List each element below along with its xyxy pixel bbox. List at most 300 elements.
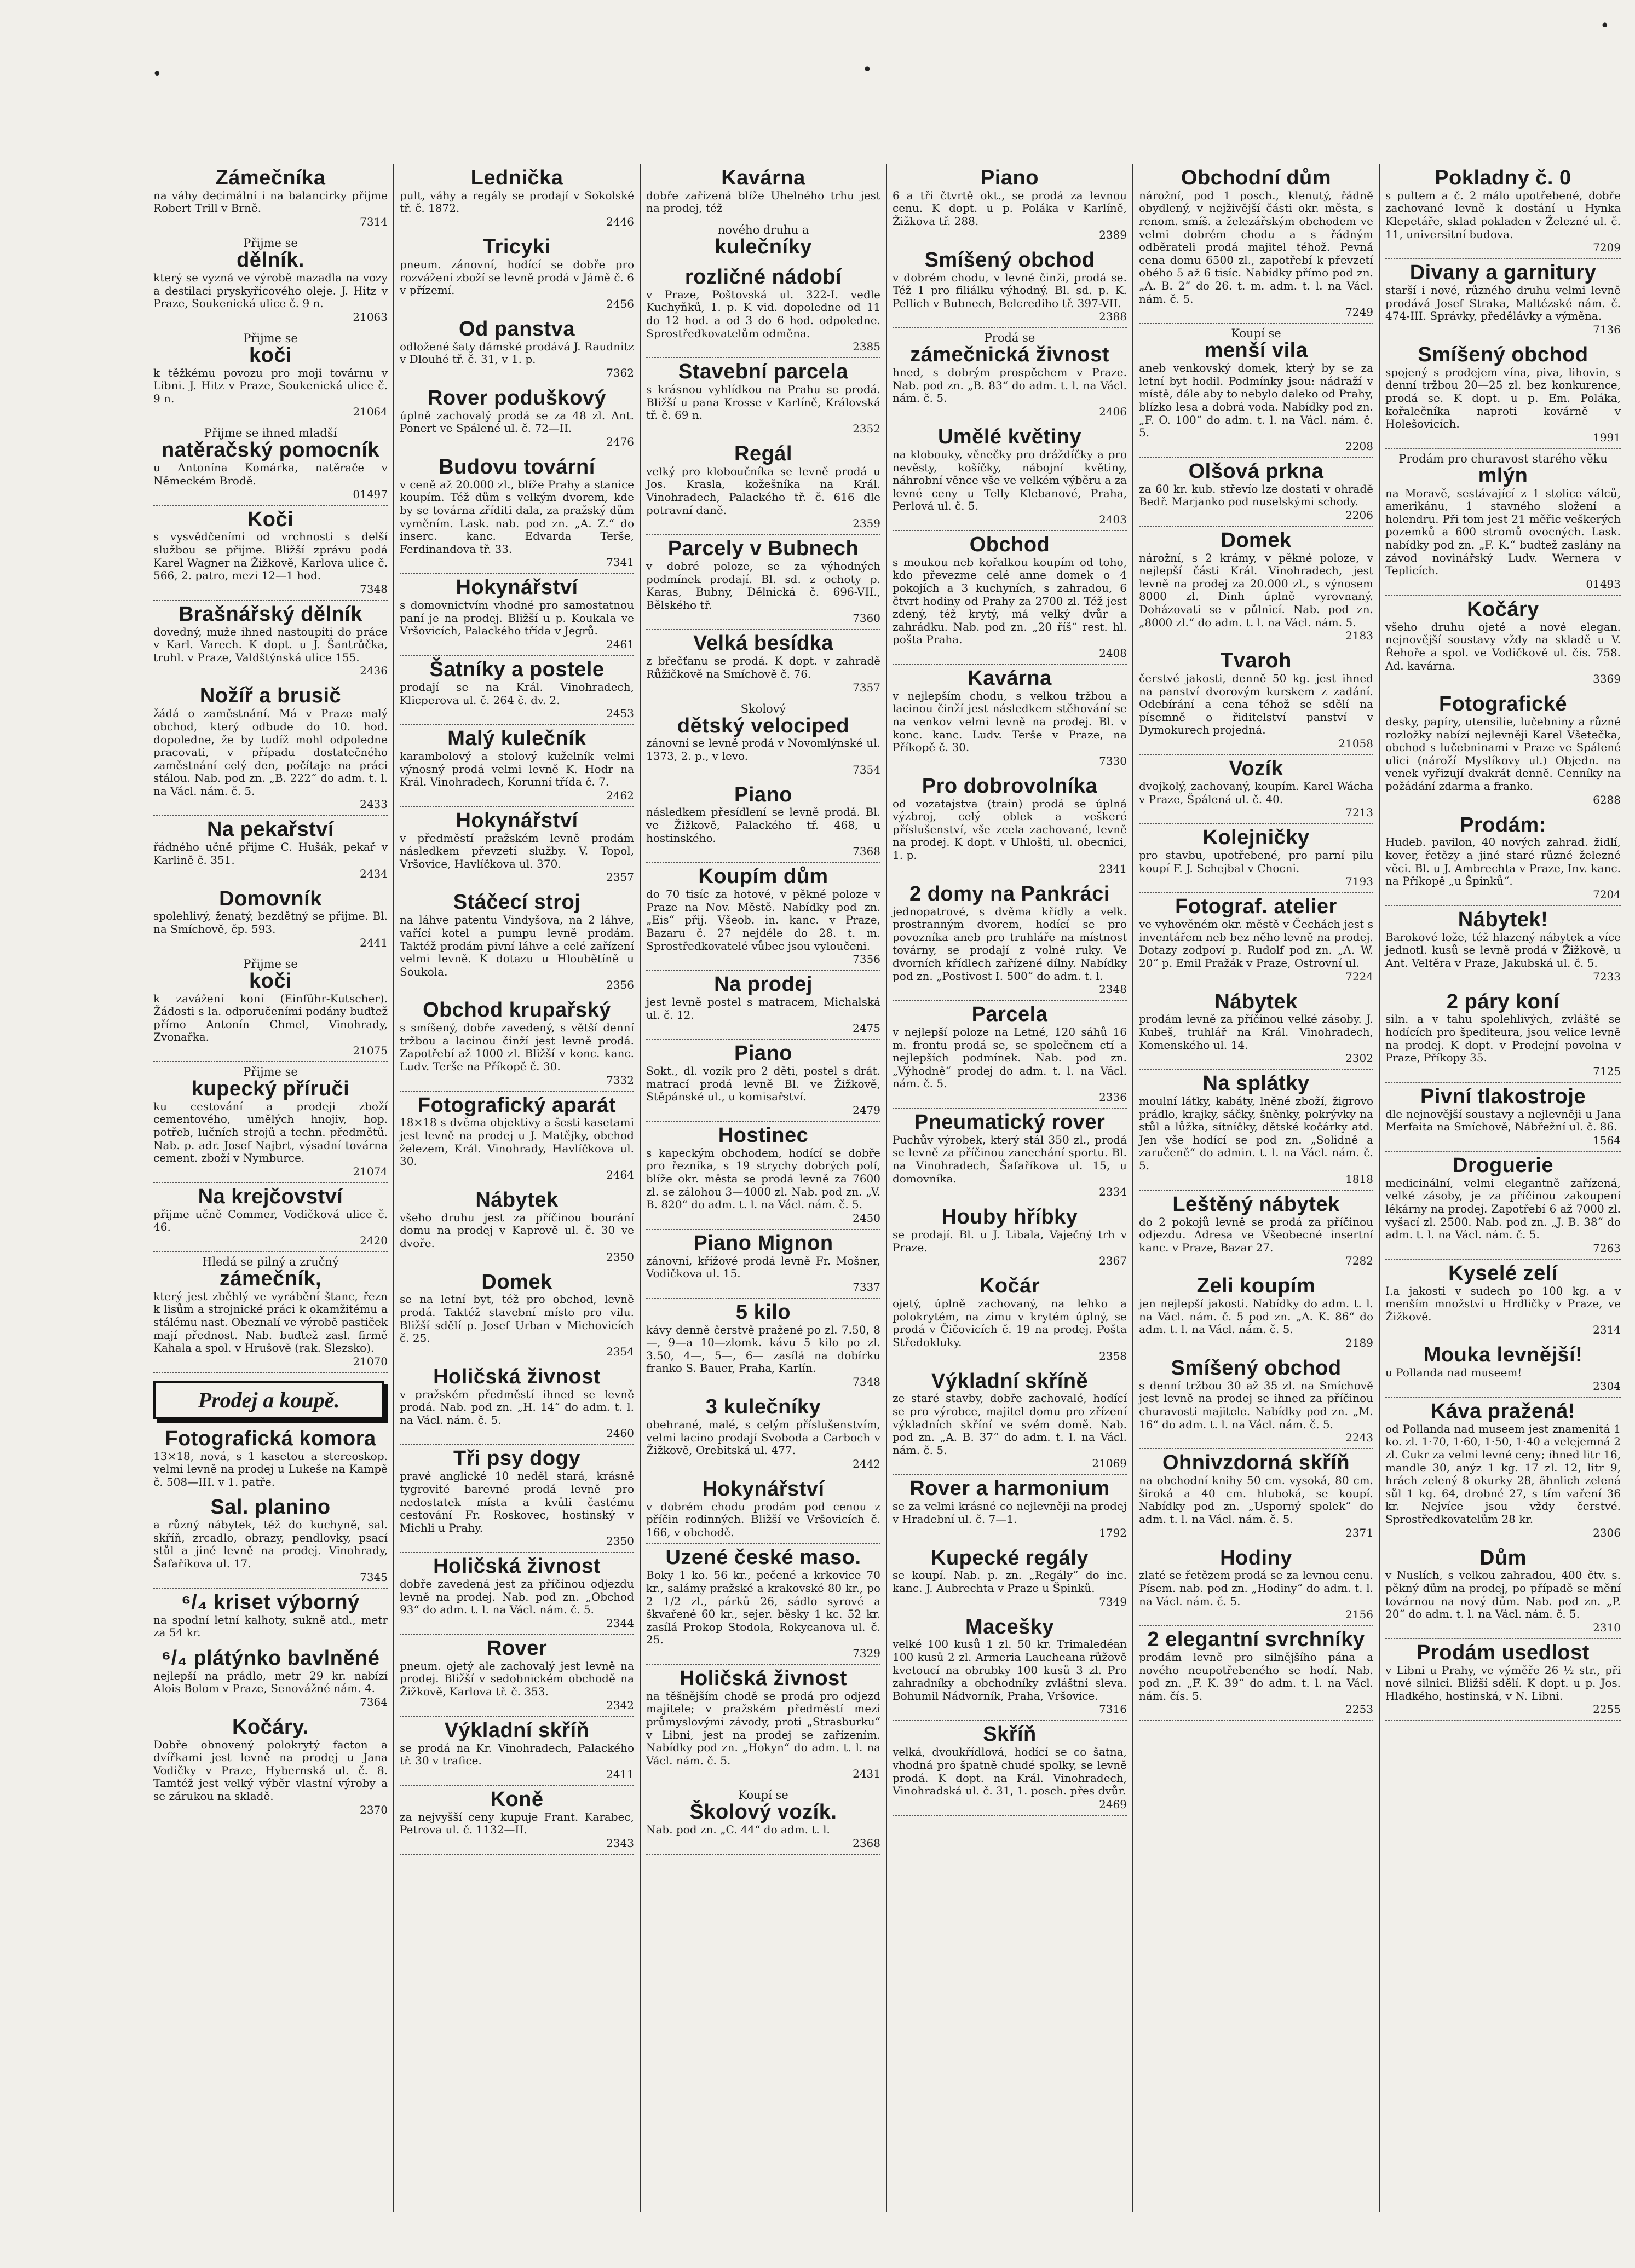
- ad-number: 21069: [1092, 1457, 1127, 1470]
- ad-body: Barokové lože, též hlazený nábytek a více jednotl. kusů se levně prodá v Žižkově, u Ant. Veltěra v Praze, Jakubská ul. č. 5.: [1385, 930, 1625, 969]
- ad-body: prodám levně za příčinou velké zásoby. J. Kubeš, truhlář na Král. Vinohradech, Komenského ul. 14.: [1139, 1012, 1377, 1052]
- ad-heading: Nábytek: [1214, 990, 1298, 1013]
- ad-number: 7213: [1345, 806, 1373, 820]
- classified-ad: [1385, 988, 1625, 1083]
- classified-ad: [646, 863, 884, 971]
- ad-body: s krásnou vyhlídkou na Prahu se prodá. Bližší u pana Krosse v Karlíně, Královská tř. č. 69 n.: [646, 383, 884, 422]
- ad-heading: Fotografické: [1438, 692, 1568, 716]
- ad-heading: Pivní tlakostroje: [1420, 1084, 1586, 1108]
- classified-ad: [646, 1040, 884, 1122]
- classified-ad: [400, 1092, 638, 1186]
- ad-body: čerstvé jakosti, denně 50 kg. jest ihned na panství dvorovým kurskem z zadání. Odebírání a cena téhož se sdělí na písemně o řiditelství panství v Dymokurech projedná.: [1139, 672, 1377, 737]
- classified-ad: [893, 164, 1131, 246]
- ad-number: 2434: [360, 867, 388, 880]
- classified-ad: [153, 1183, 392, 1252]
- ad-body: na Moravě, sestávající z 1 stolice válců, amerikánu, 1 stavného složení a holendru. Při tom jest 21 měřic veškerých pozemků a 600 stromů ovocných. Lask. nabídky pod zn. „F. K.“ budtež zaslány na závod novinářský Ludv. Wernera v Teplicích.: [1385, 486, 1625, 578]
- ad-heading: Parcely v Bubnech: [667, 537, 859, 561]
- ad-body: jednopatrové, s dvěma křídly a velk. prostranným dvorem, hodící se pro povozníka aneb pro truhláře na místnost továrny, se prodají z volné ruky. Ve dvorních křídlech zařízené dílny. Nabídky pod zn. „Postivost I. 500“ do adm. t. l.: [893, 904, 1131, 983]
- classified-ad: [153, 1589, 392, 1644]
- ad-body: siln. a v tahu spolehlivých, zvláště se hodících pro špediteura, jsou velice levně na prodej. K dopt. v Prodejní povolna v Praze, Příkopy 35.: [1385, 1012, 1625, 1065]
- ad-body: zlaté se řetězem prodá se za levnou cenu. Písem. nab. pod zn. „Hodiny“ do adm. t. l. na Václ. nám. č. 5.: [1139, 1568, 1377, 1608]
- classified-ad: [893, 328, 1131, 423]
- ad-number: 3369: [1593, 672, 1621, 686]
- classified-ad: [1139, 1070, 1377, 1190]
- classified-ad: [153, 328, 392, 424]
- classified-ad: [400, 1186, 638, 1268]
- ad-number: 1818: [1345, 1172, 1373, 1186]
- ad-heading: Kavárna: [721, 166, 805, 189]
- ad-heading: Školový vozík.: [689, 1800, 837, 1824]
- classified-ad: [1385, 259, 1625, 341]
- ad-heading: Tvaroh: [1221, 649, 1292, 673]
- ad-number: 2156: [1345, 1608, 1373, 1621]
- ad-preface: Prodá se: [984, 331, 1035, 345]
- classified-ad: [646, 1122, 884, 1230]
- classified-ad: [400, 807, 638, 889]
- ad-number: 2476: [606, 435, 634, 448]
- ad-body: u Antonína Komárka, natěrače v Německém Brodě.: [153, 461, 392, 487]
- ad-heading: Holičská živnost: [433, 1365, 601, 1388]
- ad-body: dobře zavedená jest za příčinou odjezdu levně na prodej. Nab. pod zn. „Obchod 93“ do adm. t. l. na Václ. nám. č. 5.: [400, 1577, 638, 1617]
- ad-body: Puchův výrobek, který stál 350 zl., prodá se levně za příčinou zanechání sportu. Bl. na Vinohradech, Šafaříkova ul. 15, u domovníka.: [893, 1133, 1131, 1185]
- ad-heading: Šatníky a postele: [429, 658, 605, 682]
- classified-ad: [400, 996, 638, 1091]
- ad-heading: Olšová prkna: [1188, 459, 1324, 483]
- ad-heading: Fotografický aparát: [417, 1093, 617, 1117]
- ad-heading: Malý kulečník: [447, 727, 586, 751]
- classified-ad: [400, 233, 638, 315]
- ad-body: se koupí. Nab. p. zn. „Regály“ do inc. kanc. J. Aubrechta v Praze u Špinků.: [893, 1568, 1131, 1595]
- ad-body: v dobrém chodu, v levné činži, prodá se. Též 1 pro filiálku výhodný. Bl. sd. p. K. Pellich v Bubnech, Belcrediho tř. 397-VII.: [893, 270, 1131, 310]
- ad-heading: Obchod krupařský: [423, 999, 611, 1022]
- ad-number: 7354: [853, 763, 880, 776]
- ad-heading: Lednička: [470, 166, 563, 189]
- ad-heading: Koně: [490, 1787, 544, 1811]
- ad-heading: dětský velociped: [677, 714, 850, 737]
- ad-body: ze staré stavby, dobře zachovalé, hodící se pro výrobce, majitel domu pro zřízení výkladních skříní ve svém domě. Nab. pod zn. „A. B. 37“ do adm. t. l. na Václ. nám. č. 5.: [893, 1392, 1131, 1457]
- ad-heading: Kočár: [979, 1274, 1040, 1298]
- ad-body: se prodá na Kr. Vinohradech, Palackého tř. 30 v trafice.: [400, 1741, 638, 1768]
- classified-ad: [153, 1493, 392, 1588]
- ad-heading: Obchodní dům: [1181, 166, 1332, 189]
- ad-number: 2189: [1345, 1336, 1373, 1349]
- ad-heading: Houby hříbky: [941, 1205, 1078, 1229]
- ad-number: 7329: [853, 1646, 880, 1660]
- ad-number: 7341: [606, 556, 634, 569]
- ad-column: [394, 164, 641, 2212]
- ad-body: se na letní byt, též pro obchod, levně prodá. Taktéž stavební místo pro vilu. Bližší sdělí p. Josef Urban v Michovicích č. 25.: [400, 1292, 638, 1345]
- ad-number: 21063: [353, 310, 388, 324]
- ad-heading: Smíšený obchod: [924, 248, 1095, 272]
- ad-heading: kupecký příruči: [191, 1077, 350, 1100]
- classified-ad: [1139, 893, 1377, 988]
- ad-number: 7332: [606, 1073, 634, 1087]
- ad-body: na klobouky, věnečky pro dráždíčky a pro nevěsty, košíčky, nábojní květiny, náhrobní věnce vše ve velkém výběru a za levné ceny u Telly Klebanové, Praha, Perlová ul. č. 5.: [893, 447, 1131, 513]
- ad-heading: Domek: [481, 1270, 552, 1294]
- ad-body: desky, papíry, utensilie, lučebniny a různé rozložky nabízí nejlevněji Karel Všetečka, obchod s lučebninami v Praze ve Spálené ulici (nároží Myslíkovy ul.) Objedn. na venek vyřizují dvakrát denně. Cenníky na požádání zdarma a franko.: [1385, 715, 1625, 793]
- classified-ad: [1385, 811, 1625, 906]
- classified-ad: [153, 954, 392, 1062]
- ad-number: 7357: [853, 680, 880, 694]
- ad-body: moulní látky, kabáty, lněné zboží, žigrovo prádlo, krajky, sáčky, šněnky, pokrývky na stůl a lůžka, sítníčky, dětské kočárky atd. Jen vše hodící se pod zn. „Solidně a zaručeně“ do admin. t. l. na Václ. nám. č. 5.: [1139, 1094, 1377, 1173]
- classified-ad: [1139, 1626, 1377, 1721]
- ad-body: nárožní, pod 1 posch., klenutý, řádně obydlený, v nejživější části okr. města, s renom. smíš. a železářským obchodem ve velmi dobrém chodu a s řádným odběrateli prodá majitel téhož. Pevná cena domu 6500 zl., zapotřebí k převzetí obého 5 až 6 tisíc. Nabídky přímo pod zn. „A. B. 2“ do 26. t. m. adm. t. l. na Václ. nám. č. 5.: [1139, 188, 1377, 305]
- classified-ad: [646, 781, 884, 863]
- ad-preface: Skolový: [740, 702, 786, 715]
- ad-number: 7209: [1593, 241, 1621, 255]
- classified-ad: [1385, 449, 1625, 596]
- ad-number: 2464: [606, 1168, 634, 1181]
- ad-heading: Piano: [981, 166, 1039, 189]
- classified-ad: [1385, 341, 1625, 449]
- ad-number: 2370: [360, 1803, 388, 1816]
- ad-number: 2255: [1593, 1703, 1621, 1716]
- ad-number: 7348: [853, 1375, 880, 1389]
- ad-number: 2406: [1099, 405, 1127, 419]
- ad-heading: 2 elegantní svrchníky: [1147, 1628, 1365, 1652]
- classified-ad: [646, 1230, 884, 1299]
- ad-body: v předměstí pražském levně prodám následkem převzetí služby. V. Topol, Vršovice, Havlíčkova ul. 370.: [400, 831, 638, 870]
- ad-preface: Přijme se: [243, 236, 298, 250]
- ad-body: s moukou neb kořalkou koupím od toho, kdo převezme celé anne domek o 4 pokojích a 3 kuchyních, s zahradou, 6 čtvrt hodiny od Prahy za 2700 zl. Též jest zdený, též krytý, má velký dvůr a zahrádku. Nab. pod zn. „20 říš“ rest. hl. pošta Praha.: [893, 555, 1131, 647]
- classified-ad: [893, 1544, 1131, 1613]
- ad-body: v ceně až 20.000 zl., blíže Prahy a stanice koupím. Též dům s velkým dvorem, kde by se továrna zříditi dala, za pražský dům vyměním. Lask. nab. pod zn. „A. Z.“ do inserc. kanc. Edvarda Terše, Ferdinandova tř. 33.: [400, 477, 638, 556]
- ad-number: 2310: [1593, 1620, 1621, 1634]
- classified-ad: [646, 630, 884, 699]
- ad-number: 6288: [1593, 793, 1621, 806]
- ad-heading: kulečníky: [715, 235, 812, 259]
- ad-body: k zavážení koní (Einführ-Kutscher). Žádosti s la. odporučeními podány buďtež přímo Antonín Chmel, Vinohrady, Zvonařka.: [153, 991, 392, 1044]
- ad-body: s domovnictvím vhodné pro samostatnou paní je na prodej. Bližší u p. Koukala ve Vršovicích, Palackého třída v Jegrů.: [400, 598, 638, 638]
- classified-ad: [893, 665, 1131, 772]
- ad-body: spolehlivý, ženatý, bezdětný se přijme. Bl. na Smíchově, čp. 593.: [153, 909, 392, 936]
- ad-preface: Přijme se: [243, 957, 298, 971]
- ad-heading: Kyselé zelí: [1448, 1261, 1558, 1285]
- ad-heading: 2 páry koní: [1446, 990, 1560, 1013]
- classified-ad: [646, 1299, 884, 1393]
- ad-number: 7125: [1593, 1064, 1621, 1078]
- ad-body: dovedný, muže ihned nastoupiti do práce v Karl. Varech. K dopt. u J. Šantrůčka, truhl. v Praze, Valdštýnská ulice 155.: [153, 625, 392, 664]
- classified-ad: [646, 535, 884, 630]
- ad-body: jen nejlepší jakosti. Nabídky do adm. t. l. na Václ. nám. č. 5 pod zn. „A. K. 86“ do adm. t. l. na Václ. nám. č. 5.: [1139, 1297, 1377, 1336]
- ad-number: 2356: [606, 978, 634, 992]
- ad-number: 7249: [1345, 305, 1373, 319]
- ad-heading: Kolejničky: [1202, 826, 1310, 850]
- ad-heading: Uzené české maso.: [665, 1546, 861, 1569]
- classified-ad: [646, 1665, 884, 1785]
- ad-number: 2341: [1099, 862, 1127, 875]
- ad-body: všeho druhu ojeté a nové elegan. nejnovější soustavy vždy na skladě u V. Řehoře a spol. ve Vodičkově ul. čís. 758. Ad. kavárna.: [1385, 620, 1625, 672]
- ad-body: s pultem a č. 2 málo upotřebené, dobře zachované levně k dostání u Hynka Klepetáře, sklad pokladen v Železné ul. č. 11, universitní budova.: [1385, 188, 1625, 241]
- ad-heading: 2 domy na Pankráci: [909, 882, 1110, 905]
- ad-heading: Brašnářský dělník: [179, 602, 362, 626]
- ad-body: na váhy decimální i na balancirky přijme Robert Trill v Brně.: [153, 188, 392, 215]
- ad-number: 7136: [1593, 322, 1621, 336]
- ad-number: 7364: [360, 1695, 388, 1709]
- ad-body: žádá o zaměstnání. Má v Praze malý obchod, který odbude do 10. hod. dopoledne, že by tudíž mohl odpoledne pracovati, v případu dostatečného zaměstnání celý den, počítaje na práci stálou. Nab. pod zn. „B. 222“ do adm. t. l. na Václ. nám. č. 5.: [153, 707, 392, 798]
- classified-ad: [1385, 1152, 1625, 1260]
- ad-heading: Nábytek: [475, 1188, 559, 1211]
- ad-preface: nového druhu a: [717, 223, 809, 237]
- classified-ad: [1139, 324, 1377, 457]
- ad-body: prodají se na Král. Vinohradech, Klicperova ul. č. 264 č. dv. 2.: [400, 680, 638, 707]
- ad-number: 2446: [606, 215, 634, 229]
- ad-number: 21074: [353, 1164, 388, 1178]
- classified-ad: [893, 1721, 1131, 1815]
- ad-number: 2334: [1099, 1185, 1127, 1199]
- classified-ad: [1385, 1639, 1625, 1721]
- classified-ad: [893, 246, 1131, 328]
- ad-body: 13×18, nová, s 1 kasetou a stereoskop. velmi levně na prodej u Lukeše na Kampě č. 508—III. v 1. patře.: [153, 1449, 392, 1488]
- classified-ad: [1139, 824, 1377, 893]
- ad-body: za 60 kr. kub. střevío lze dostati v ohradě Bedř. Marjanko pod nuselskými schody.: [1139, 482, 1377, 509]
- ad-preface: Prodám pro churavost starého věku: [1398, 452, 1608, 465]
- classified-ad: [646, 263, 884, 358]
- ad-number: 2441: [360, 936, 388, 949]
- classified-ad: [893, 772, 1131, 880]
- ad-body: v Libni u Prahy, ve výměře 26 ½ str., při nové silnici. Bližší sdělí. K dopt. u p. Jos. Hladkého, hostinská, v N. Libni.: [1385, 1663, 1625, 1703]
- ad-number: 2208: [1345, 439, 1373, 453]
- ad-body: zánovní se levně prodá v Novomlýnské ul. 1373, 2. p., v levo.: [646, 736, 884, 763]
- classified-ad: [893, 1475, 1131, 1544]
- ad-body: v Praze, Poštovská ul. 322-I. vedle Kuchyňků, 1. p. K vid. dopoledne od 11 do 12 hod. a od 3 do 6 hod. odpoledne. Sprostředkovatelům odměna.: [646, 287, 884, 340]
- ad-heading: Kočáry: [1467, 597, 1539, 621]
- classified-ad: [1139, 647, 1377, 755]
- ad-body: přijme učně Commer, Vodičková ulice č. 46.: [153, 1207, 392, 1234]
- classified-ad: [400, 1553, 638, 1635]
- ad-column: [1380, 164, 1626, 2212]
- classified-ad: [1139, 1272, 1377, 1354]
- ad-body: dobře zařízená blíže Uhelného trhu jest na prodej, též: [646, 188, 884, 215]
- ad-column: [148, 164, 394, 2212]
- classified-ad: [400, 1717, 638, 1786]
- ad-body: s smíšený, dobře zavedený, s větší denní tržbou a lacinou činží jest levně prodá. Zapotřebí až 1000 zl. Bližší v konc. kanc. Ludv. Terše na Příkopě č. 30.: [400, 1021, 638, 1073]
- ad-heading: Smíšený obchod: [1171, 1356, 1342, 1380]
- classified-ad: [153, 682, 392, 816]
- ad-number: 7337: [853, 1280, 880, 1294]
- ad-number: 2469: [1099, 1797, 1127, 1811]
- ad-number: 2357: [606, 870, 634, 884]
- ad-heading: Hokynářství: [702, 1477, 825, 1501]
- ad-heading: rozličné nádobí: [684, 265, 842, 288]
- classified-ad: [153, 816, 392, 885]
- ad-heading: Nábytek!: [1458, 908, 1548, 931]
- ad-number: 21075: [353, 1043, 388, 1057]
- ad-body: s kapeckým obchodem, hodící se dobře pro řezníka, s 19 strychy dobrých polí, blíže okr. města se prodá levně za 7600 zl. se zálohou 3—4000 zl. Nab. pod zn. „V. B. 820“ do adm. t. l. na Václ. nám. č. 5.: [646, 1146, 884, 1211]
- ad-body: následkem přesídlení se levně prodá. Bl. ve Žižkově, Palackého tř. 468, u hostinského.: [646, 805, 884, 845]
- classified-ad: [400, 1635, 638, 1717]
- ad-body: kávy denně čerstvě pražené po zl. 7.50, 8—, 9—a 10—zlomk. kávu 5 kilo po zl. 3.50, 4—, 5—, 6— zasílá na dobírku franko S. Bauer, Praha, Karlín.: [646, 1323, 884, 1375]
- ad-body: velké 100 kusů 1 zl. 50 kr. Trimaledéan 100 kusů 2 zl. Armeria Laucheana růžově kvetoucí na obrubky 100 kusů 3 zl. Pro zahradníky a obchodníky zvláštní sleva. Bohumil Nádvorník, Praha, Vršovice.: [893, 1637, 1131, 1703]
- ad-number: 2302: [1345, 1052, 1373, 1065]
- ad-number: 7263: [1593, 1241, 1621, 1255]
- ad-heading: koči: [249, 969, 292, 992]
- ad-number: 2411: [606, 1767, 634, 1781]
- ad-body: na obchodní knihy 50 cm. vysoká, 80 cm. široká a 40 cm. hluboká, se koupí. Nabídky pod zn. „Usporný spolek“ do adm. t. l. na Václ. nám. č. 5.: [1139, 1474, 1377, 1526]
- classified-ad: [646, 358, 884, 440]
- classified-ad: [893, 1001, 1131, 1109]
- ad-body: který se vyzná ve výrobě mazadla na vozy a destilaci pryskyřicového oleje. J. Hitz v Praze, Soukenická ulice č. 9 n.: [153, 270, 392, 310]
- ad-heading: Pro dobrovolníka: [922, 774, 1098, 798]
- ad-heading: natěračský pomocník: [161, 438, 380, 462]
- classified-ad: [153, 233, 392, 328]
- classified-ad: [646, 440, 884, 535]
- classified-ad: [893, 1203, 1131, 1272]
- ad-number: 2342: [606, 1698, 634, 1712]
- classified-ad: [153, 1252, 392, 1373]
- ad-number: 2350: [606, 1250, 634, 1263]
- ad-column: [1133, 164, 1380, 2212]
- classified-ad: [400, 384, 638, 453]
- ad-heading: Fotografická komora: [165, 1427, 376, 1450]
- ad-body: v dobré poloze, se za výhodných podmínek prodají. Bl. sd. z ochoty p. Karas, Bubny, Dělnická č. 696-VII., Bělského tř.: [646, 559, 884, 611]
- ad-number: 1792: [1099, 1526, 1127, 1539]
- ad-number: 2436: [360, 664, 388, 678]
- ad-heading: Piano: [734, 1042, 792, 1065]
- ad-body: pneum. ojetý ale zachovalý jest levně na prodej. Bližší v sedobnickém obchodě na Žižkově, Karlova tř. č. 353.: [400, 1659, 638, 1699]
- ad-body: na láhve patentu Vindyšova, na 2 láhve, vařící kotel a pumpu levně prodám. Taktéž prodám pivní láhve a celé zařízení velmi levně. K dotazu u Hloubětíně u Soukola.: [400, 913, 638, 978]
- ad-number: 7345: [360, 1570, 388, 1584]
- ad-number: 2460: [606, 1427, 634, 1440]
- classified-ad: [1139, 988, 1377, 1070]
- ad-body: všeho druhu jest za příčinou bourání domu na prodej v Kaprově ul. č. 30 ve dvoře.: [400, 1210, 638, 1250]
- ad-body: v nejlepší poloze na Letné, 120 sáhů 16 m. frontu prodá se, se společnem ctí a nejlepších podmínek. Nab. pod zn. „Výhodně“ prodej do adm. t. l. na Václ. nám. č. 5.: [893, 1025, 1131, 1090]
- ad-number: 2385: [853, 340, 880, 354]
- ad-body: u Pollanda nad museem!: [1385, 1366, 1522, 1380]
- ad-body: do 70 tisíc za hotové, v pěkné poloze v Praze na Nov. Městě. Nabídky pod zn. „Eis“ přij. Všeob. in. kanc. v Praze, Bazaru č. 27 nejdéle do 28. t. m. Sprostředkovatelé vůbec jsou vyloučeni.: [646, 887, 884, 953]
- classified-ad: [153, 601, 392, 683]
- ad-number: 7316: [1099, 1703, 1127, 1716]
- ad-number: 2475: [853, 1022, 880, 1035]
- ad-number: 7360: [853, 611, 880, 625]
- classified-ad: [1139, 1449, 1377, 1544]
- classified-ad: [400, 315, 638, 384]
- classified-ad: [1139, 1354, 1377, 1449]
- ad-heading: Holičská živnost: [680, 1666, 847, 1690]
- ad-heading: Smíšený obchod: [1418, 343, 1588, 366]
- ad-preface: Koupí se: [738, 1788, 788, 1802]
- ad-number: 7204: [1593, 887, 1621, 901]
- classified-ad: [1385, 690, 1625, 811]
- ad-heading: ⁶/₄ kriset výborný: [181, 1590, 360, 1614]
- newspaper-page: [148, 164, 1626, 2212]
- ad-heading: Domovník: [219, 887, 322, 910]
- ad-number: 2206: [1345, 508, 1373, 522]
- ad-heading: Na splátky: [1202, 1072, 1310, 1095]
- classified-ad: [1139, 1191, 1377, 1273]
- ad-body: pneum. zánovní, hodící se dobře pro rozvážení zboží se levně prodá v Jámě č. 6 v přízemí.: [400, 257, 638, 297]
- classified-ad: [1385, 164, 1625, 259]
- ad-body: nárožní, s 2 krámy, v pěkné poloze, v nejlepší části Král. Vinohradech, jest levně na prodej za 20.000 zl., s výnosem 8000 zl. Dinh úplně vyrovnaný. Doházovati se v půlnicí. Nab. pod zn. „8000 zl.“ do adm. t. l. na Václ. nám. 5.: [1139, 551, 1377, 629]
- classified-ad: [400, 656, 638, 725]
- ad-number: 2350: [606, 1534, 634, 1548]
- ad-heading: Stavební parcela: [678, 360, 849, 384]
- ad-body: Nab. pod zn. „C. 44“ do adm. t. l.: [646, 1823, 830, 1837]
- ad-body: řádného učně přijme C. Hušák, pekař v Karlině č. 351.: [153, 840, 392, 867]
- classified-ad: [1385, 1398, 1625, 1544]
- classified-ad: [893, 423, 1131, 531]
- ad-body: hned, s dobrým prospěchem v Praze. Nab. pod zn. „B. 83“ do adm. t. l. na Václ. nám. č. 5.: [893, 366, 1131, 405]
- ad-number: 2367: [1099, 1254, 1127, 1268]
- ad-body: za nejvyšší ceny kupuje Frant. Karabec, Petrova ul. č. 1132—II.: [400, 1810, 638, 1837]
- ad-heading: dělník.: [237, 249, 304, 272]
- ad-body: s denní tržbou 30 až 35 zl. na Smíchově jest levně na prodej se ihned za příčinou churavosti majitele. Nabídky pod zn. „M. 16“ do adm. t. l. na Václ. nám. č. 5.: [1139, 1378, 1377, 1431]
- ad-number: 2253: [1345, 1703, 1373, 1716]
- ad-heading: zámečnická živnost: [910, 343, 1109, 367]
- ad-number: 2343: [606, 1836, 634, 1850]
- classified-ad: [153, 885, 392, 954]
- ad-column: [887, 164, 1133, 2212]
- ad-heading: Velká besídka: [693, 632, 833, 655]
- ad-number: 21058: [1338, 737, 1373, 751]
- classified-ad: [153, 1425, 392, 1494]
- classified-ad: [646, 1785, 880, 1854]
- ad-heading: zámečník,: [219, 1267, 322, 1290]
- page-mark: •: [1600, 16, 1610, 36]
- ad-heading: Divany a garnitury: [1409, 261, 1597, 285]
- ad-body: a různý nábytek, též do kuchyně, sal. skříň, zrcadlo, obrazy, pendlovky, psací stůl a jiné levně na prodej. Vinohrady, Šafaříkova ul. 17.: [153, 1518, 392, 1571]
- classified-ad: [893, 531, 1131, 665]
- ad-body: na spodní letní kalhoty, sukně atd., metr za 54 kr.: [153, 1613, 392, 1640]
- ad-number: 2348: [1099, 983, 1127, 996]
- ad-body: pro stavbu, upotřebené, pro parní pilu koupí F. J. Schejbal v Chocni.: [1139, 849, 1377, 875]
- classified-ad: [400, 164, 638, 233]
- ad-heading: menší vila: [1204, 339, 1308, 362]
- ad-heading: Obchod: [969, 533, 1050, 556]
- ad-number: 7348: [360, 582, 388, 596]
- classified-ad: [400, 453, 638, 574]
- classified-ad: [1139, 458, 1377, 527]
- ad-heading: Hokynářství: [456, 576, 578, 599]
- ad-body: medicinální, velmi elegantně zařízená, velké zásoby, je za příčinou zakoupení lékárny na prodej. Zapotřebí 6 až 7000 zl. vyšací zl. 2500. Nab. pod zn. „J. B. 38“ do adm. t. l. na Václ. nám. č. 5.: [1385, 1176, 1625, 1242]
- ad-heading: Tricyki: [483, 235, 551, 259]
- ad-body: ku cestování a prodeji zboží cementového, umělých hnojiv, hop. potřeb, lučních strojů a techn. předmětů. Nab. p. adr. Josef Najbrt, výsadní továrna cement. zboží v Nymburce.: [153, 1099, 392, 1165]
- page-mark: •: [862, 60, 872, 79]
- ad-body: karambolový a stolový kuželník velmi výnosný prodá velmi levně K. Hodr na Král. Vinohradech, Korunní třída č. 7.: [400, 749, 638, 789]
- classified-ad: [153, 1062, 392, 1183]
- ad-number: 7362: [606, 366, 634, 379]
- ad-number: 7233: [1593, 969, 1621, 983]
- ad-heading: Kavárna: [968, 666, 1052, 690]
- ad-heading: Parcela: [971, 1003, 1048, 1026]
- classified-ad: [1139, 164, 1377, 324]
- ad-heading: Fotograf. atelier: [1175, 895, 1337, 919]
- ad-number: 2479: [853, 1103, 880, 1117]
- ad-body: v nejlepším chodu, s velkou tržbou a lacinou činží jest následkem stěhování se na venkov velmi levně na prodej. Bl. v konc. kanc. Ludv. Terše v Praze, na Příkopě č. 30.: [893, 689, 1131, 754]
- ad-number: 01497: [353, 487, 388, 501]
- classified-ad: [153, 423, 392, 505]
- ad-number: 2389: [1099, 228, 1127, 241]
- classified-ad: [646, 971, 884, 1040]
- ad-heading: Prodám:: [1460, 813, 1546, 836]
- ad-number: 2442: [853, 1457, 880, 1470]
- ad-body: do 2 pokojů levně se prodá za příčinou odjezdu. Adresa ve Všeobecné insertní kanc. v Praze, Bazar 27.: [1139, 1215, 1377, 1254]
- classified-ad: [646, 164, 884, 220]
- ad-heading: Prodám usedlost: [1417, 1641, 1590, 1664]
- ad-number: 2183: [1345, 629, 1373, 643]
- ad-number: 7193: [1345, 875, 1373, 888]
- ad-number: 7282: [1345, 1254, 1373, 1268]
- ad-number: 2388: [1099, 310, 1127, 324]
- ad-number: 2371: [1345, 1526, 1373, 1539]
- ad-column: [641, 164, 887, 2212]
- classified-ad: [153, 1644, 392, 1713]
- ad-heading: Hostinec: [718, 1123, 809, 1147]
- ad-body: který jest zběhlý ve vyrábění štanc, řezn k lisům a strojnické práci k okamžitému a stálému nast. Obeznalí ve výrobě pastiček mají přednost. Nab. buďtež zasl. firmě Kahala a spol. v Hrušově (rak. Slezsko).: [153, 1289, 392, 1355]
- ad-heading: Hodiny: [1220, 1546, 1292, 1569]
- ad-heading: Výkladní skříň: [444, 1718, 590, 1742]
- ad-heading: Umělé květiny: [937, 425, 1082, 449]
